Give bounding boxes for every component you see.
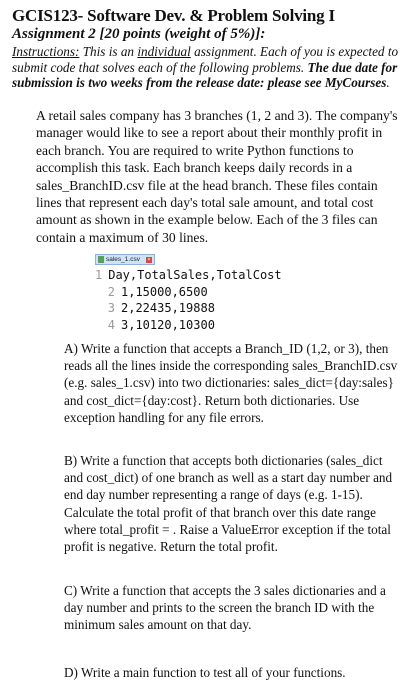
line-text: 3,10120,10300: [121, 317, 215, 332]
code-line: [95, 267, 282, 284]
line-number: 2: [107, 284, 115, 299]
instructions-text-1: This is an: [79, 44, 138, 59]
intro-paragraph: A retail sales company has 3 branches (1, 2 and 3). The company's manager would like to see a report about their monthly profit in each branch. You are required to write Python functions to accomplish this task. Each branch keeps daily records in a sales_BranchID.csv file at the head branch. These files contain lines that represent each day's total sale amount, and total cost amount as shown in the example below. Each of the 3 files can contain a maximum of 30 lines.: [36, 108, 398, 245]
file-icon: [98, 256, 104, 263]
file-tab-label: sales_1.csv: [106, 256, 140, 263]
code-line: [95, 284, 265, 301]
question-b: B) Write a function that accepts both dictionaries (sales_dict and cost_dict) of one branch as well as a start day number and end day number representing a range of days (e.g. 1-15). Calculate the total profit of that branch over this date range where total_profit = . Raise a ValueError exception if the total profit is negative. Return the total profit.: [64, 453, 393, 555]
line-number: 4: [107, 317, 115, 332]
file-tab[interactable]: [95, 254, 155, 265]
code-lines: [95, 267, 282, 333]
due-date-text: The due date for submission is two weeks from the release date: please see MyCourses: [12, 59, 398, 91]
individual-word: individual: [137, 44, 191, 59]
instructions: [12, 44, 400, 91]
line-text: 1,15000,6500: [121, 284, 208, 299]
code-line: [95, 317, 265, 334]
line-number: 1: [95, 268, 103, 282]
code-example: [95, 254, 282, 338]
assignment-heading: Assignment 2 [20 points (weight of 5%)]:: [12, 26, 266, 42]
question-c: C) Write a function that accepts the 3 sales dictionaries and a day number and prints to the screen the branch ID with the minimum sales amount on that day.: [64, 583, 386, 633]
question-d: D) Write a main function to test all of your functions.: [64, 665, 346, 680]
close-icon[interactable]: ×: [147, 256, 151, 263]
instructions-end: .: [386, 75, 390, 91]
code-line: [95, 300, 265, 317]
line-text: 2,22435,19888: [121, 301, 215, 315]
line-number: 3: [107, 301, 115, 315]
course-title: GCIS123- Software Dev. & Problem Solving I: [12, 6, 335, 25]
question-a: A) Write a function that accepts a Branch_ID (1,2, or 3), then reads all the lines inside the corresponding sales_BranchID.csv (e.g. sales_1.csv) into two dictionaries: sales_dict={day:sales} and cost_dict={day:cost}. Return both dictionaries. Use exception handling for any file errors.: [64, 341, 398, 425]
instructions-label: Instructions:: [12, 44, 80, 59]
instructions-text-2: assignment. Each of you is expected to submit code that solves each of the following problems.: [12, 44, 399, 75]
line-text: Day,TotalSales,TotalCost: [108, 268, 282, 282]
